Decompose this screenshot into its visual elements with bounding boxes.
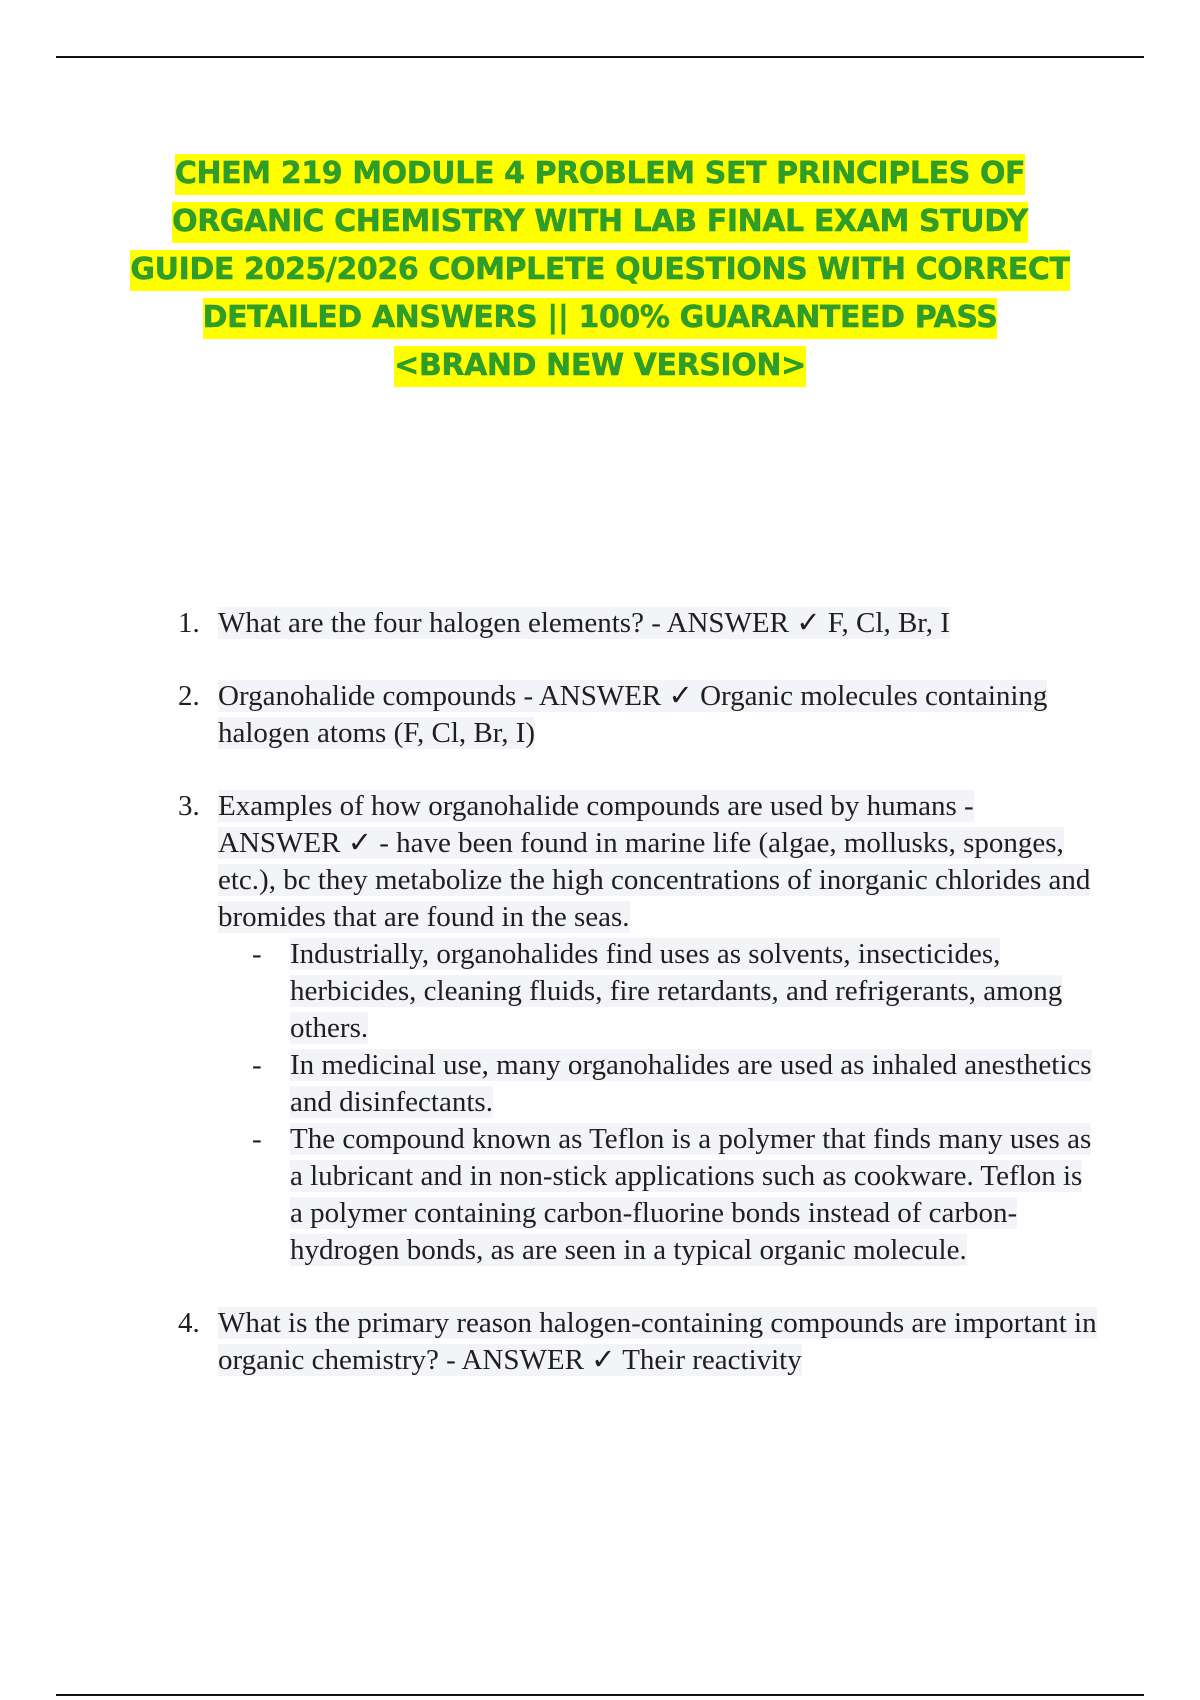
sub-item-text: Industrially, organohalides find uses as solvents, insecticides, herbicides, cleaning fluids, fire retardants, and refrigerants, among others.	[290, 938, 1063, 1044]
dash-bullet: -	[252, 1049, 262, 1081]
item-number: 2.	[178, 680, 200, 712]
sub-item-text: In medicinal use, many organohalides are used as inhaled anesthetics and disinfectants.	[290, 1049, 1092, 1118]
sub-item-text: The compound known as Teflon is a polymer that finds many uses as a lubricant and in non-stick applications such as cookware. Teflon is a polymer containing carbon-fluorine bonds instead of carbon-hydrogen bonds, as are seen in a typical organic molecule.	[290, 1123, 1092, 1266]
question-answer-text: What are the four halogen elements? - ANSWER ✓ F, Cl, Br, I	[218, 607, 950, 639]
title-line: ORGANIC CHEMISTRY WITH LAB FINAL EXAM STUDY	[172, 202, 1028, 243]
list-item	[178, 1305, 1098, 1379]
sub-list-item	[252, 1121, 1098, 1269]
item-number: 3.	[178, 790, 200, 822]
sub-list-item	[252, 936, 1098, 1047]
title-line: <BRAND NEW VERSION>	[394, 346, 806, 387]
sub-list-item	[252, 1047, 1098, 1121]
top-rule	[56, 56, 1144, 58]
title-line: CHEM 219 MODULE 4 PROBLEM SET PRINCIPLES OF	[175, 154, 1025, 195]
dash-bullet: -	[252, 1123, 262, 1155]
item-number: 1.	[178, 607, 200, 639]
title-line: DETAILED ANSWERS || 100% GUARANTEED PASS	[203, 298, 998, 339]
bottom-rule	[56, 1694, 1144, 1696]
list-item	[178, 605, 1098, 642]
question-answer-list	[178, 605, 1098, 1415]
item-number: 4.	[178, 1307, 200, 1339]
list-item	[178, 788, 1098, 1269]
sub-list	[218, 936, 1098, 1269]
dash-bullet: -	[252, 938, 262, 970]
title-line: GUIDE 2025/2026 COMPLETE QUESTIONS WITH CORRECT	[130, 250, 1069, 291]
question-answer-text: Examples of how organohalide compounds are used by humans - ANSWER ✓ - have been found in marine life (algae, mollusks, sponges, etc.), bc they metabolize the high concentrations of inorganic chlorides and bromides that are found in the seas.	[218, 790, 1091, 933]
list-item	[178, 678, 1098, 752]
question-answer-text: Organohalide compounds - ANSWER ✓ Organic molecules containing halogen atoms (F, Cl, Br, I)	[218, 680, 1048, 749]
question-answer-text: What is the primary reason halogen-containing compounds are important in organic chemistry? - ANSWER ✓ Their reactivity	[218, 1307, 1097, 1376]
document-title	[120, 150, 1080, 390]
